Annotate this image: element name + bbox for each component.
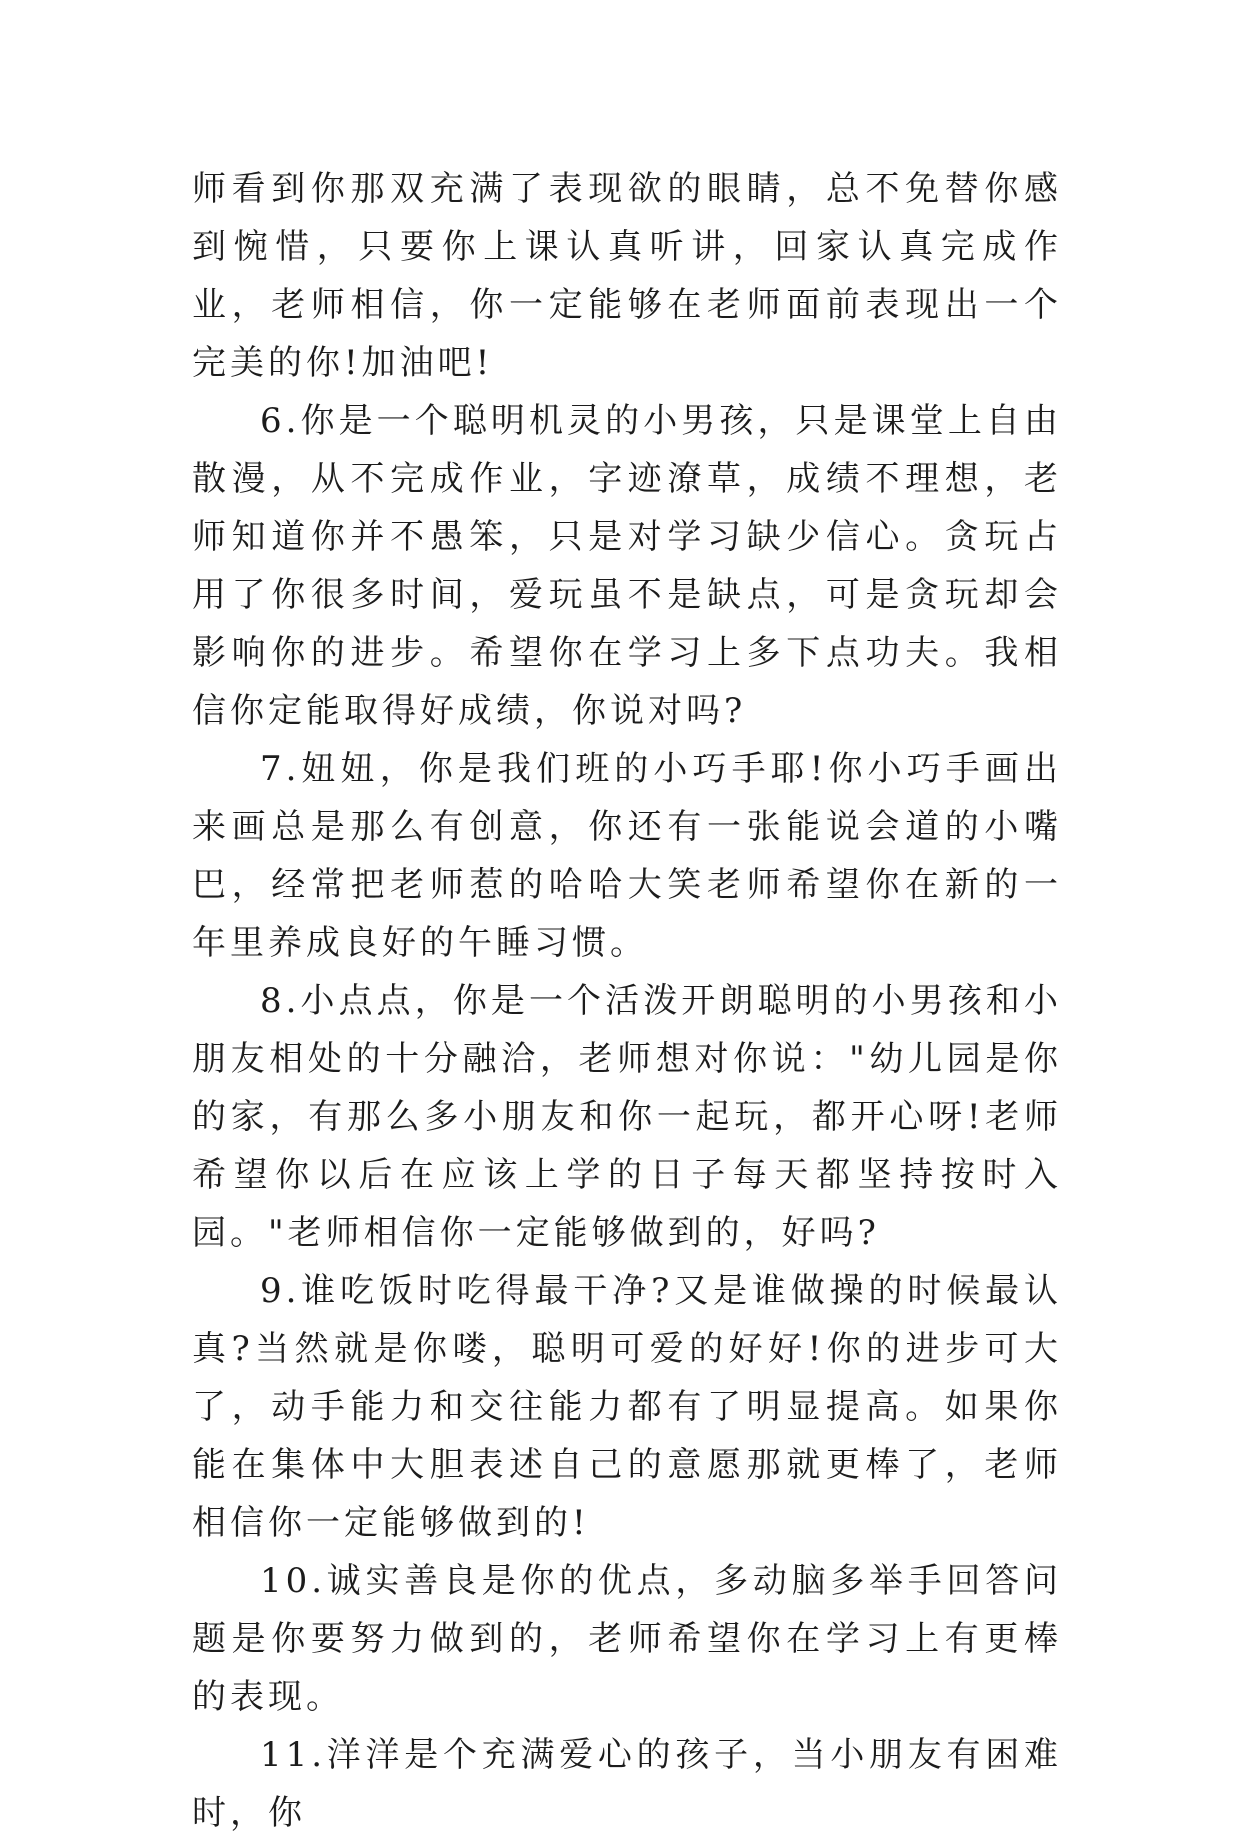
paragraph-comment-6: 6.你是一个聪明机灵的小男孩，只是课堂上自由散漫，从不完成作业，字迹潦草，成绩不理想，老师知道你并不愚笨，只是对学习缺少信心。贪玩占用了你很多时间，爱玩虽不是缺点，可是贪玩却会影响你的进步。希望你在学习上多下点功夫。我相信你定能取得好成绩，你说对吗?: [192, 401, 1062, 731]
document-page: [192, 160, 1062, 1842]
paragraph-comment-11: 11.洋洋是个充满爱心的孩子，当小朋友有困难时，你: [192, 1735, 1062, 1833]
paragraph-comment-10: 10.诚实善良是你的优点，多动脑多举手回答问题是你要努力做到的，老师希望你在学习上有更棒的表现。: [192, 1561, 1062, 1717]
paragraph-comment-7: 7.妞妞，你是我们班的小巧手耶!你小巧手画出来画总是那么有创意，你还有一张能说会道的小嘴巴，经常把老师惹的哈哈大笑老师希望你在新的一年里养成良好的午睡习惯。: [192, 749, 1062, 963]
paragraph-continuation: 师看到你那双充满了表现欲的眼睛，总不免替你感到惋惜，只要你上课认真听讲，回家认真完成作业，老师相信，你一定能够在老师面前表现出一个完美的你!加油吧!: [192, 169, 1062, 383]
paragraph-comment-8: 8.小点点，你是一个活泼开朗聪明的小男孩和小朋友相处的十分融洽，老师想对你说："幼儿园是你的家，有那么多小朋友和你一起玩，都开心呀!老师希望你以后在应该上学的日子每天都坚持按时入园。"老师相信你一定能够做到的，好吗?: [192, 981, 1062, 1253]
paragraph-comment-9: 9.谁吃饭时吃得最干净?又是谁做操的时候最认真?当然就是你喽，聪明可爱的好好!你的进步可大了，动手能力和交往能力都有了明显提高。如果你能在集体中大胆表述自己的意愿那就更棒了，老师相信你一定能够做到的!: [192, 1271, 1062, 1543]
